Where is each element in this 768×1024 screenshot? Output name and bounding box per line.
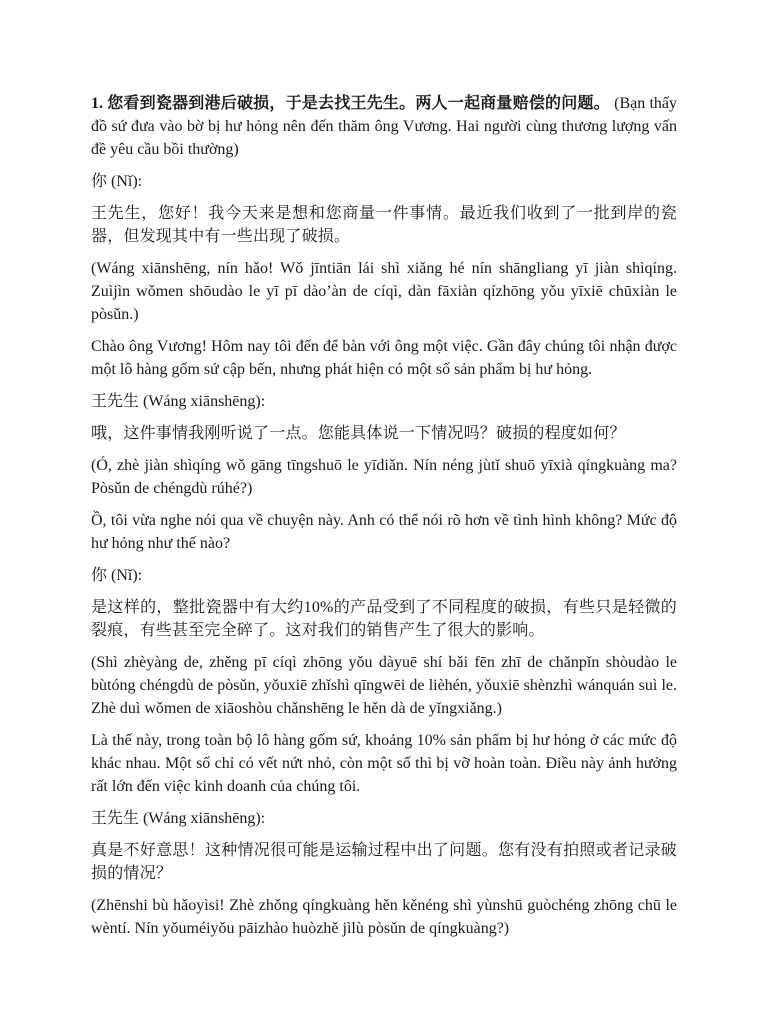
- speaker-label: 王先生 (Wáng xiānshēng):: [91, 810, 266, 827]
- speaker-label: 王先生 (Wáng xiānshēng):: [91, 393, 266, 410]
- dialogue-vietnamese: Là thế này, trong toàn bộ lô hàng gốm sứ, khoảng 10% sản phẩm bị hư hỏng ở các mức độ khác nhau. Một số chỉ có vết nứt nhỏ, còn một số thì bị vỡ hoàn toàn. Điều này ảnh hưởng rất lớn đến việc kinh doanh của chúng tôi.: [91, 732, 677, 795]
- dialogue-chinese: 哦，这件事情我刚听说了一点。您能具体说一下情况吗？破损的程度如何？: [91, 425, 626, 442]
- speaker-label: 你 (Nǐ):: [91, 173, 143, 190]
- section-title-cn: 您看到瓷器到港后破损，于是去找王先生。两人一起商量赔偿的问题。: [107, 95, 610, 112]
- dialogue-pinyin: (Ó, zhè jiàn shìqíng wǒ gāng tīngshuō le yīdiǎn. Nín néng jùtǐ shuō yīxià qíngkuàng ma? Pòsǔn de chéngdù rúhé?): [91, 457, 677, 497]
- dialogue-vietnamese: Chào ông Vương! Hôm nay tôi đến để bàn với ông một việc. Gần đây chúng tôi nhận được một lô hàng gốm sứ cập bến, nhưng phát hiện có một số sản phẩm bị hư hỏng.: [91, 338, 677, 378]
- dialogue-chinese: 王先生，您好！我今天来是想和您商量一件事情。最近我们收到了一批到岸的瓷器，但发现其中有一些出现了破损。: [91, 205, 677, 245]
- dialogue-chinese: 是这样的，整批瓷器中有大约10%的产品受到了不同程度的破损，有些只是轻微的裂痕，有些甚至完全碎了。这对我们的销售产生了很大的影响。: [91, 599, 677, 639]
- speaker-label: 你 (Nǐ):: [91, 567, 143, 584]
- section-heading: [91, 92, 677, 161]
- dialogue-pinyin: (Shì zhèyàng de, zhěng pī cíqì zhōng yǒu dàyuē shí bǎi fēn zhī de chǎnpǐn shòudào le bùtóng chéngdù de pòsǔn, yǒuxiē zhǐshì qīngwēi de lièhén, yǒuxiē shènzhì wánquán suì le. Zhè duì wǒmen de xiāoshòu chǎnshēng le hěn dà de yǐngxiǎng.): [91, 654, 677, 717]
- dialogue-pinyin: (Wáng xiānshēng, nín hǎo! Wǒ jīntiān lái shì xiǎng hé nín shāngliang yī jiàn shìqíng. Zuìjìn wǒmen shōudào le yī pī dào’àn de cíqì, dàn fāxiàn qízhōng yǒu yīxiē chūxiàn le pòsǔn.): [91, 260, 677, 323]
- dialogue-pinyin: (Zhēnshi bù hǎoyìsi! Zhè zhǒng qíngkuàng hěn kěnéng shì yùnshū guòchéng zhōng chū le wèntí. Nín yǒuméiyǒu pāizhào huòzhě jìlù pòsǔn de qíngkuàng?): [91, 897, 677, 937]
- dialogue-chinese: 真是不好意思！这种情况很可能是运输过程中出了问题。您有没有拍照或者记录破损的情况？: [91, 842, 677, 882]
- document-content: [91, 92, 677, 949]
- section-number: 1.: [91, 95, 103, 112]
- dialogue-vietnamese: Ồ, tôi vừa nghe nói qua về chuyện này. Anh có thể nói rõ hơn về tình hình không? Mức độ hư hỏng như thế nào?: [91, 512, 677, 552]
- section-title-vi: (Bạn thấy đồ sứ đưa vào bờ bị hư hỏng nên đến thăm ông Vương. Hai người cùng thương lượng vấn đề yêu cầu bồi thường): [91, 95, 677, 158]
